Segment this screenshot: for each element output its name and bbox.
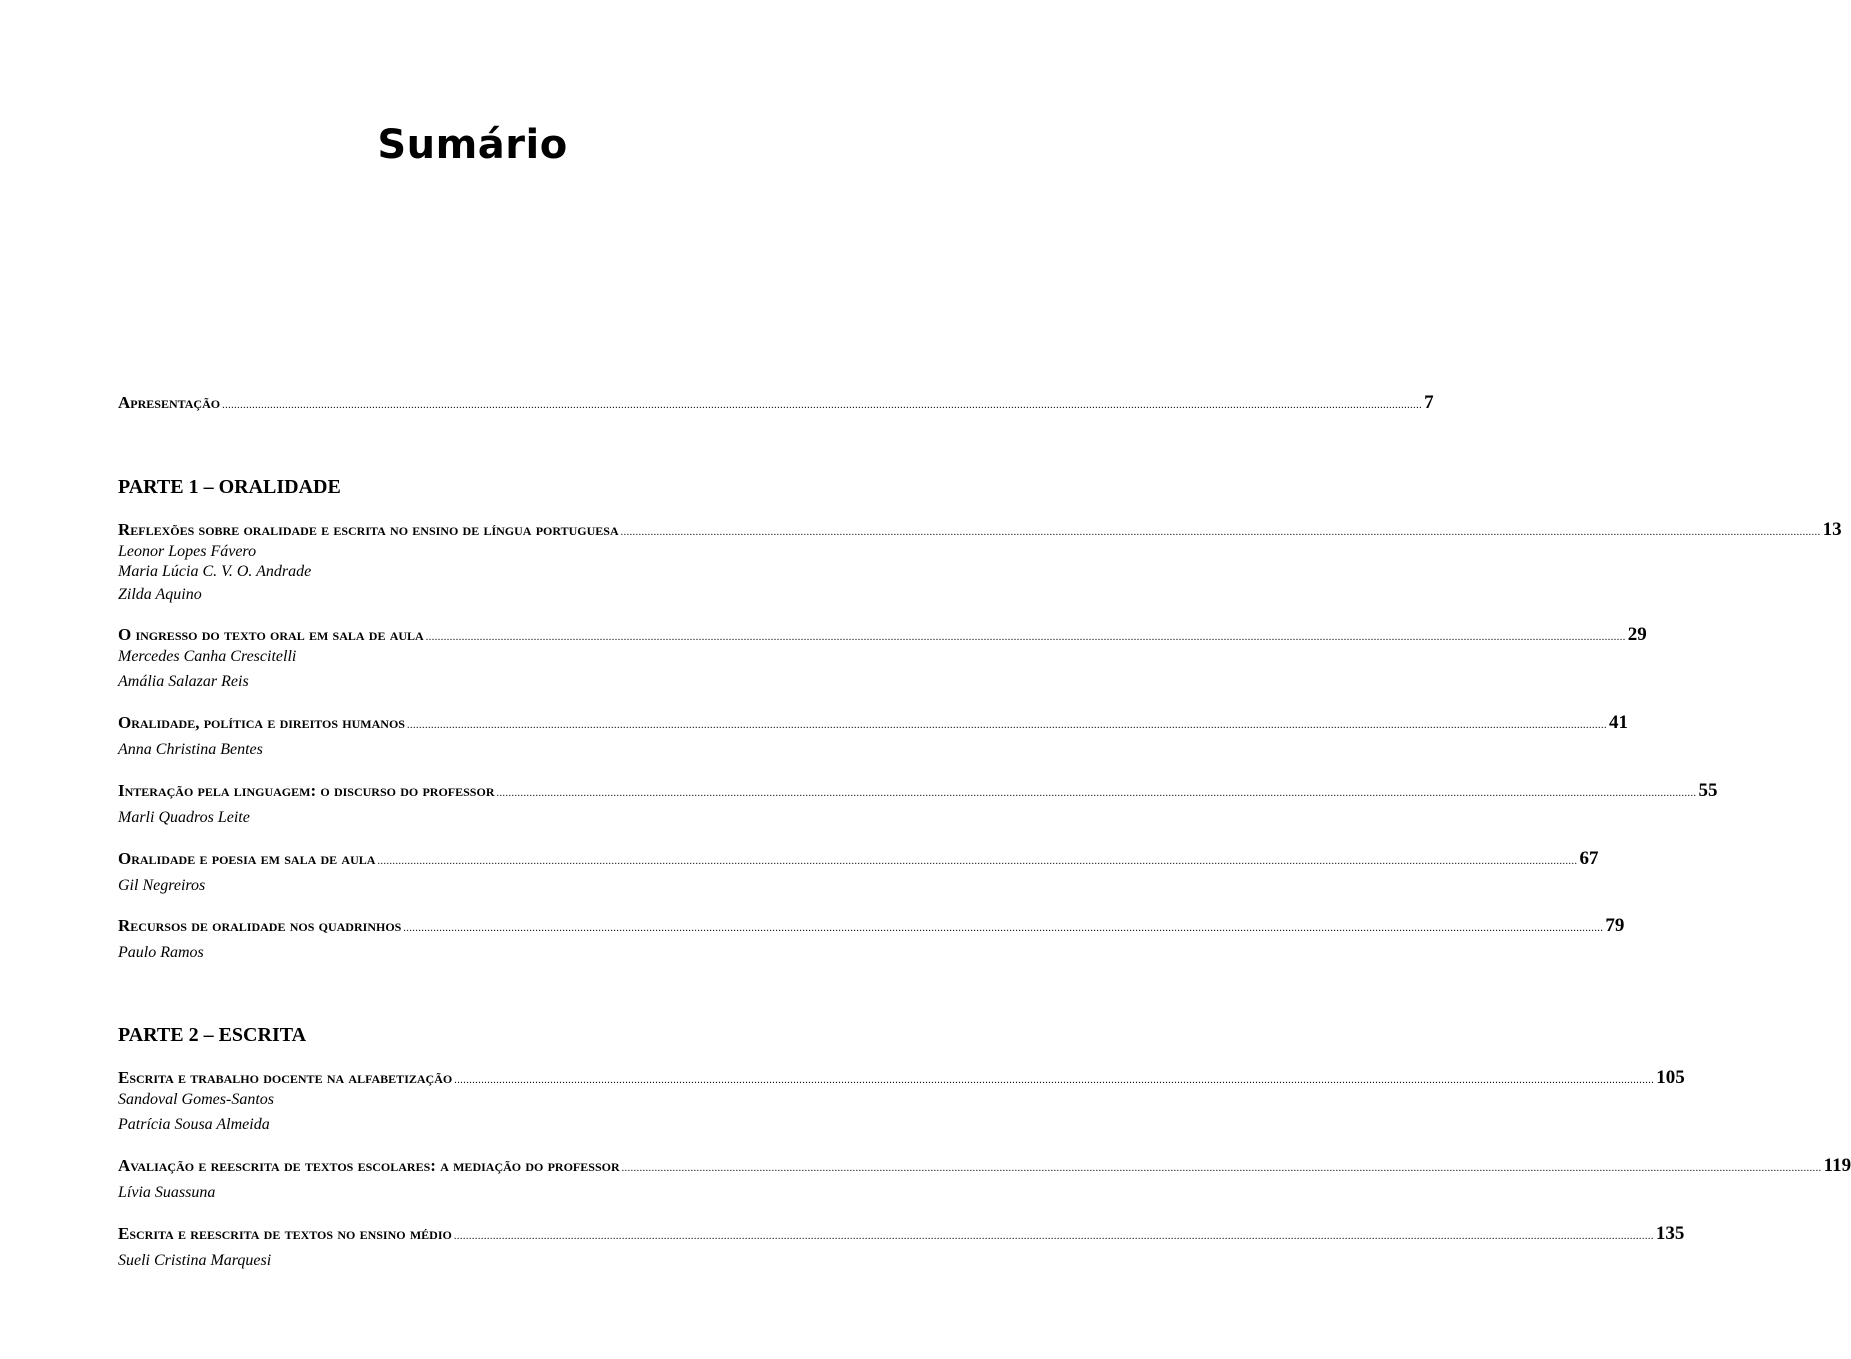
toc-entry-title: Reflexões sobre oralidade e escrita no ensino de língua portuguesa bbox=[118, 520, 619, 539]
dot-leader: ................................................................................................................................................................................................................................................................................................................................................................................................................ bbox=[425, 632, 1626, 643]
dot-leader: ................................................................................................................................................................................................................................................................................................................................................................................................................ bbox=[620, 527, 1821, 538]
dot-leader: ................................................................................................................................................................................................................................................................................................................................................................................................................ bbox=[454, 1075, 1655, 1086]
toc-entry-title: Interação pela linguagem: o discurso do professor bbox=[118, 781, 495, 800]
toc-entry[interactable] bbox=[118, 712, 1628, 734]
toc-entry-page: 7 bbox=[1424, 392, 1434, 413]
toc-entry[interactable] bbox=[118, 624, 1647, 646]
part-heading: PARTE 2 – ESCRITA bbox=[118, 1024, 307, 1046]
toc-entry-page: 119 bbox=[1823, 1155, 1851, 1176]
toc-entry[interactable] bbox=[118, 1223, 1685, 1245]
page-title: Sumário bbox=[377, 122, 568, 168]
toc-entry-page: 135 bbox=[1655, 1223, 1685, 1244]
entry-author: Anna Christina Bentes bbox=[118, 741, 263, 758]
dot-leader: ................................................................................................................................................................................................................................................................................................................................................................................................................ bbox=[453, 1231, 1654, 1242]
part-heading: PARTE 1 – ORALIDADE bbox=[118, 476, 341, 498]
toc-entry[interactable] bbox=[118, 848, 1599, 870]
toc-entry[interactable] bbox=[118, 1155, 1851, 1177]
toc-entry-title: Apresentação bbox=[118, 393, 221, 412]
entry-author: Zilda Aquino bbox=[118, 586, 202, 603]
entry-author: Sandoval Gomes-Santos bbox=[118, 1091, 274, 1108]
toc-entry-page: 41 bbox=[1608, 712, 1628, 733]
toc-entry-title: Avaliação e reescrita de textos escolares: a mediação do professor bbox=[118, 1156, 620, 1175]
toc-entry-title: Escrita e reescrita de textos no ensino médio bbox=[118, 1224, 452, 1243]
entry-author: Marli Quadros Leite bbox=[118, 809, 250, 826]
entry-author: Leonor Lopes Fávero bbox=[118, 543, 257, 560]
toc-entry-title: Oralidade, política e direitos humanos bbox=[118, 713, 405, 732]
toc-entry-title: Recursos de oralidade nos quadrinhos bbox=[118, 916, 402, 935]
toc-entry-page: 105 bbox=[1656, 1067, 1685, 1088]
dot-leader: ................................................................................................................................................................................................................................................................................................................................................................................................................ bbox=[406, 720, 1607, 731]
toc-entry-page: 55 bbox=[1698, 780, 1718, 801]
toc-entry-page: 79 bbox=[1605, 915, 1625, 936]
entry-author: Lívia Suassuna bbox=[118, 1184, 216, 1201]
toc-entry[interactable] bbox=[118, 915, 1625, 937]
dot-leader: ................................................................................................................................................................................................................................................................................................................................................................................................................ bbox=[403, 923, 1604, 934]
toc-entry-page: 67 bbox=[1579, 848, 1599, 869]
entry-author: Mercedes Canha Crescitelli bbox=[118, 648, 297, 665]
dot-leader: ................................................................................................................................................................................................................................................................................................................................................................................................................ bbox=[377, 856, 1578, 867]
toc-entry-page: 29 bbox=[1627, 624, 1647, 645]
toc-entry-title: O ingresso do texto oral em sala de aula bbox=[118, 625, 424, 644]
toc-entry[interactable] bbox=[118, 780, 1718, 802]
entry-author: Gil Negreiros bbox=[118, 877, 206, 894]
entry-author: Maria Lúcia C. V. O. Andrade bbox=[118, 563, 312, 580]
dot-leader: ................................................................................................................................................................................................................................................................................................................................................................................................................ bbox=[496, 788, 1697, 799]
entry-author: Sueli Cristina Marquesi bbox=[118, 1252, 272, 1269]
toc-entry-title: Oralidade e poesia em sala de aula bbox=[118, 849, 376, 868]
toc-entry-title: Escrita e trabalho docente na alfabetização bbox=[118, 1068, 453, 1087]
entry-author: Amália Salazar Reis bbox=[118, 673, 249, 690]
toc-entry[interactable] bbox=[118, 1067, 1685, 1089]
toc-entry-apresentacao[interactable] bbox=[118, 392, 1434, 414]
dot-leader: ................................................................................................................................................................................................................................................................................................................................................................................................................ bbox=[222, 400, 1423, 411]
entry-author: Paulo Ramos bbox=[118, 944, 204, 961]
entry-author: Patrícia Sousa Almeida bbox=[118, 1116, 270, 1133]
toc-entry[interactable] bbox=[118, 519, 1842, 541]
toc-entry-page: 13 bbox=[1822, 519, 1842, 540]
dot-leader: ................................................................................................................................................................................................................................................................................................................................................................................................................ bbox=[621, 1163, 1822, 1174]
